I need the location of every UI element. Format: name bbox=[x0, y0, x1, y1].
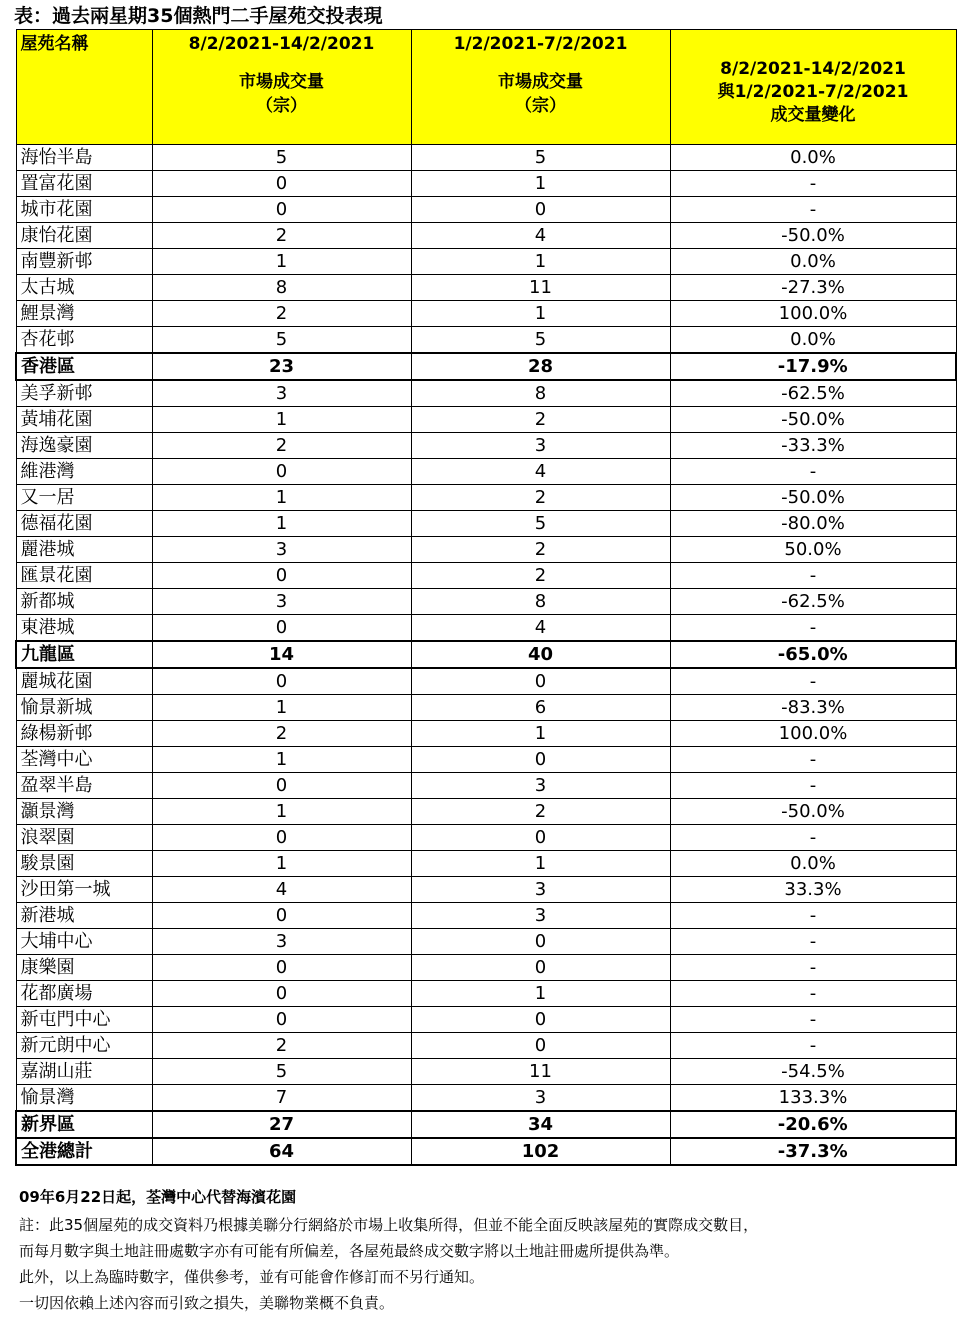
period-1-volume-cell: 5 bbox=[152, 327, 411, 354]
change-cell: 0.0% bbox=[670, 249, 956, 275]
estate-name-cell: 黃埔花園 bbox=[16, 407, 152, 433]
header-change-line-1: 8/2/2021-14/2/2021 bbox=[720, 58, 906, 79]
period-1-volume-cell: 8 bbox=[152, 275, 411, 301]
period-2-volume-cell: 6 bbox=[411, 695, 670, 721]
table-row bbox=[16, 537, 956, 563]
table-row bbox=[16, 903, 956, 929]
period-2-volume-cell: 3 bbox=[411, 773, 670, 799]
change-cell: 100.0% bbox=[670, 721, 956, 747]
period-1-volume-cell: 0 bbox=[152, 563, 411, 589]
change-cell: -27.3% bbox=[670, 275, 956, 301]
header-estate-name: 屋苑名稱 bbox=[16, 30, 152, 145]
table-row bbox=[16, 275, 956, 301]
estate-name-cell: 全港總計 bbox=[16, 1138, 152, 1165]
change-cell: -62.5% bbox=[670, 589, 956, 615]
table-row bbox=[16, 433, 956, 459]
table-row bbox=[16, 485, 956, 511]
period-1-volume-cell: 0 bbox=[152, 171, 411, 197]
table-row bbox=[16, 1033, 956, 1059]
estate-name-cell: 匯景花園 bbox=[16, 563, 152, 589]
change-cell: -65.0% bbox=[670, 641, 956, 668]
period-2-volume-cell: 1 bbox=[411, 301, 670, 327]
period-1-volume-cell: 4 bbox=[152, 877, 411, 903]
estate-name-cell: 盈翠半島 bbox=[16, 773, 152, 799]
estate-name-cell: 花都廣場 bbox=[16, 981, 152, 1007]
estate-name-cell: 海怡半島 bbox=[16, 145, 152, 171]
period-2-volume-cell: 3 bbox=[411, 433, 670, 459]
estate-name-cell: 南豐新邨 bbox=[16, 249, 152, 275]
change-cell: -80.0% bbox=[670, 511, 956, 537]
change-cell: 100.0% bbox=[670, 301, 956, 327]
period-1-volume-cell: 0 bbox=[152, 825, 411, 851]
period-2-volume-cell: 40 bbox=[411, 641, 670, 668]
table-row bbox=[16, 955, 956, 981]
header-period-2-dates: 1/2/2021-7/2/2021 bbox=[453, 34, 628, 54]
change-cell: -50.0% bbox=[670, 223, 956, 249]
estate-name-cell: 杏花邨 bbox=[16, 327, 152, 354]
table-row bbox=[16, 589, 956, 615]
estate-name-cell: 麗城花園 bbox=[16, 668, 152, 695]
period-2-volume-cell: 1 bbox=[411, 981, 670, 1007]
estate-name-cell: 灝景灣 bbox=[16, 799, 152, 825]
period-1-volume-cell: 2 bbox=[152, 301, 411, 327]
table-row bbox=[16, 929, 956, 955]
change-cell: - bbox=[670, 981, 956, 1007]
estate-name-cell: 東港城 bbox=[16, 615, 152, 642]
district-subtotal-row bbox=[16, 1111, 956, 1138]
estate-name-cell: 新都城 bbox=[16, 589, 152, 615]
estate-name-cell: 愉景灣 bbox=[16, 1085, 152, 1112]
table-title: 表：過去兩星期35個熱門二手屋苑交投表現 bbox=[14, 5, 383, 27]
change-cell: - bbox=[670, 197, 956, 223]
change-cell: 0.0% bbox=[670, 327, 956, 354]
estate-name-cell: 又一居 bbox=[16, 485, 152, 511]
period-2-volume-cell: 8 bbox=[411, 589, 670, 615]
period-1-volume-cell: 0 bbox=[152, 981, 411, 1007]
table-row bbox=[16, 327, 956, 354]
period-1-volume-cell: 1 bbox=[152, 747, 411, 773]
period-2-volume-cell: 0 bbox=[411, 197, 670, 223]
table-row bbox=[16, 877, 956, 903]
period-1-volume-cell: 0 bbox=[152, 955, 411, 981]
period-1-volume-cell: 1 bbox=[152, 407, 411, 433]
change-cell: - bbox=[670, 1033, 956, 1059]
period-2-volume-cell: 0 bbox=[411, 1007, 670, 1033]
estate-name-cell: 麗港城 bbox=[16, 537, 152, 563]
period-2-volume-cell: 4 bbox=[411, 459, 670, 485]
period-1-volume-cell: 2 bbox=[152, 223, 411, 249]
table-row bbox=[16, 511, 956, 537]
period-1-volume-cell: 1 bbox=[152, 851, 411, 877]
period-1-volume-cell: 3 bbox=[152, 929, 411, 955]
period-2-volume-cell: 5 bbox=[411, 511, 670, 537]
header-period-2-unit: （宗） bbox=[515, 96, 566, 116]
period-2-volume-cell: 0 bbox=[411, 747, 670, 773]
change-cell: -62.5% bbox=[670, 380, 956, 407]
period-1-volume-cell: 2 bbox=[152, 1033, 411, 1059]
header-period-1-dates: 8/2/2021-14/2/2021 bbox=[188, 34, 375, 54]
footnote-line: 此外，以上為臨時數字，僅供參考，並有可能會作修訂而不另行通知。 bbox=[19, 1268, 485, 1286]
period-2-volume-cell: 2 bbox=[411, 407, 670, 433]
footnote-line: 一切因依賴上述內容而引致之損失，美聯物業概不負責。 bbox=[19, 1294, 395, 1312]
change-cell: - bbox=[670, 615, 956, 642]
period-1-volume-cell: 23 bbox=[152, 353, 411, 380]
period-1-volume-cell: 0 bbox=[152, 773, 411, 799]
estate-name-cell: 浪翠園 bbox=[16, 825, 152, 851]
header-period-1-unit: （宗） bbox=[256, 96, 307, 116]
table-row bbox=[16, 1059, 956, 1085]
header-period-1-label: 市場成交量 bbox=[239, 72, 324, 92]
table-row bbox=[16, 747, 956, 773]
table-row bbox=[16, 249, 956, 275]
period-2-volume-cell: 102 bbox=[411, 1138, 670, 1165]
change-cell: -54.5% bbox=[670, 1059, 956, 1085]
period-1-volume-cell: 1 bbox=[152, 511, 411, 537]
period-2-volume-cell: 34 bbox=[411, 1111, 670, 1138]
estate-name-cell: 新元朗中心 bbox=[16, 1033, 152, 1059]
period-1-volume-cell: 2 bbox=[152, 721, 411, 747]
estate-name-cell: 荃灣中心 bbox=[16, 747, 152, 773]
footnote-headline: 09年6月22日起，荃灣中心代替海濱花園 bbox=[19, 1188, 297, 1206]
change-cell: -37.3% bbox=[670, 1138, 956, 1165]
period-2-volume-cell: 8 bbox=[411, 380, 670, 407]
footnote-line: 註：此35個屋苑的成交資料乃根據美聯分行網絡於市場上收集所得，但並不能全面反映該屋苑的實際成交數目， bbox=[19, 1216, 759, 1234]
estate-name-cell: 新屯門中心 bbox=[16, 1007, 152, 1033]
period-2-volume-cell: 28 bbox=[411, 353, 670, 380]
table-row bbox=[16, 721, 956, 747]
estate-name-cell: 維港灣 bbox=[16, 459, 152, 485]
period-1-volume-cell: 1 bbox=[152, 485, 411, 511]
period-2-volume-cell: 4 bbox=[411, 223, 670, 249]
footnotes bbox=[19, 1184, 954, 1316]
estate-name-cell: 九龍區 bbox=[16, 641, 152, 668]
period-1-volume-cell: 7 bbox=[152, 1085, 411, 1112]
table-row bbox=[16, 825, 956, 851]
change-cell: - bbox=[670, 563, 956, 589]
estate-name-cell: 大埔中心 bbox=[16, 929, 152, 955]
table-row bbox=[16, 223, 956, 249]
estate-name-cell: 新港城 bbox=[16, 903, 152, 929]
change-cell: - bbox=[670, 903, 956, 929]
period-1-volume-cell: 3 bbox=[152, 589, 411, 615]
change-cell: -50.0% bbox=[670, 799, 956, 825]
table-row bbox=[16, 668, 956, 695]
table-row bbox=[16, 407, 956, 433]
change-cell: 0.0% bbox=[670, 145, 956, 171]
change-cell: -50.0% bbox=[670, 407, 956, 433]
estate-name-cell: 美孚新邨 bbox=[16, 380, 152, 407]
period-2-volume-cell: 1 bbox=[411, 721, 670, 747]
period-2-volume-cell: 0 bbox=[411, 1033, 670, 1059]
period-1-volume-cell: 0 bbox=[152, 903, 411, 929]
table-body bbox=[16, 145, 956, 1166]
table-row bbox=[16, 563, 956, 589]
header-change bbox=[670, 30, 956, 145]
period-2-volume-cell: 3 bbox=[411, 877, 670, 903]
header-period-1 bbox=[152, 30, 411, 145]
table-row bbox=[16, 615, 956, 642]
period-2-volume-cell: 4 bbox=[411, 615, 670, 642]
estate-name-cell: 駿景園 bbox=[16, 851, 152, 877]
estate-name-cell: 愉景新城 bbox=[16, 695, 152, 721]
period-1-volume-cell: 5 bbox=[152, 1059, 411, 1085]
estate-name-cell: 沙田第一城 bbox=[16, 877, 152, 903]
change-cell: -83.3% bbox=[670, 695, 956, 721]
change-cell: - bbox=[670, 773, 956, 799]
change-cell: 33.3% bbox=[670, 877, 956, 903]
table-row bbox=[16, 171, 956, 197]
estate-name-cell: 鯉景灣 bbox=[16, 301, 152, 327]
table-row bbox=[16, 851, 956, 877]
period-2-volume-cell: 3 bbox=[411, 1085, 670, 1112]
footnote-line: 而每月數字與土地註冊處數字亦有可能有所偏差，各屋苑最終成交數字將以土地註冊處所提供為準。 bbox=[19, 1242, 680, 1260]
table-row bbox=[16, 145, 956, 171]
header-period-2-label: 市場成交量 bbox=[498, 72, 583, 92]
table-row bbox=[16, 197, 956, 223]
period-1-volume-cell: 64 bbox=[152, 1138, 411, 1165]
table-row bbox=[16, 695, 956, 721]
district-subtotal-row bbox=[16, 353, 956, 380]
table-row bbox=[16, 459, 956, 485]
change-cell: - bbox=[670, 668, 956, 695]
period-2-volume-cell: 1 bbox=[411, 249, 670, 275]
table-row bbox=[16, 1007, 956, 1033]
period-1-volume-cell: 0 bbox=[152, 197, 411, 223]
period-1-volume-cell: 1 bbox=[152, 249, 411, 275]
grand-total-row bbox=[16, 1138, 956, 1165]
estate-name-cell: 海逸豪園 bbox=[16, 433, 152, 459]
estate-name-cell: 城市花園 bbox=[16, 197, 152, 223]
estate-name-cell: 綠楊新邨 bbox=[16, 721, 152, 747]
table-row bbox=[16, 301, 956, 327]
change-cell: 0.0% bbox=[670, 851, 956, 877]
period-2-volume-cell: 11 bbox=[411, 275, 670, 301]
header-change-line-3: 成交量變化 bbox=[770, 104, 856, 125]
change-cell: -33.3% bbox=[670, 433, 956, 459]
period-2-volume-cell: 0 bbox=[411, 825, 670, 851]
estate-name-cell: 康樂園 bbox=[16, 955, 152, 981]
period-1-volume-cell: 0 bbox=[152, 668, 411, 695]
period-2-volume-cell: 5 bbox=[411, 327, 670, 354]
table-row bbox=[16, 799, 956, 825]
period-1-volume-cell: 3 bbox=[152, 537, 411, 563]
period-2-volume-cell: 1 bbox=[411, 171, 670, 197]
estate-name-cell: 嘉湖山莊 bbox=[16, 1059, 152, 1085]
period-2-volume-cell: 2 bbox=[411, 563, 670, 589]
change-cell: -20.6% bbox=[670, 1111, 956, 1138]
estate-name-cell: 德福花園 bbox=[16, 511, 152, 537]
change-cell: - bbox=[670, 459, 956, 485]
period-2-volume-cell: 0 bbox=[411, 929, 670, 955]
period-2-volume-cell: 2 bbox=[411, 485, 670, 511]
estate-name-cell: 康怡花園 bbox=[16, 223, 152, 249]
period-2-volume-cell: 2 bbox=[411, 799, 670, 825]
estate-name-cell: 置富花園 bbox=[16, 171, 152, 197]
period-2-volume-cell: 2 bbox=[411, 537, 670, 563]
period-1-volume-cell: 14 bbox=[152, 641, 411, 668]
change-cell: 133.3% bbox=[670, 1085, 956, 1112]
period-2-volume-cell: 0 bbox=[411, 955, 670, 981]
change-cell: - bbox=[670, 747, 956, 773]
period-2-volume-cell: 1 bbox=[411, 851, 670, 877]
period-1-volume-cell: 27 bbox=[152, 1111, 411, 1138]
table-row bbox=[16, 981, 956, 1007]
period-2-volume-cell: 3 bbox=[411, 903, 670, 929]
change-cell: -17.9% bbox=[670, 353, 956, 380]
header-period-2 bbox=[411, 30, 670, 145]
table-row bbox=[16, 380, 956, 407]
table-row bbox=[16, 773, 956, 799]
header-change-line-2: 與1/2/2021-7/2/2021 bbox=[717, 81, 909, 102]
change-cell: - bbox=[670, 1007, 956, 1033]
header-row bbox=[16, 30, 956, 145]
estate-name-cell: 新界區 bbox=[16, 1111, 152, 1138]
period-1-volume-cell: 5 bbox=[152, 145, 411, 171]
change-cell: - bbox=[670, 825, 956, 851]
estate-name-cell: 太古城 bbox=[16, 275, 152, 301]
period-1-volume-cell: 0 bbox=[152, 1007, 411, 1033]
period-1-volume-cell: 1 bbox=[152, 695, 411, 721]
transaction-table bbox=[15, 29, 957, 1166]
estate-name-cell: 香港區 bbox=[16, 353, 152, 380]
change-cell: - bbox=[670, 955, 956, 981]
change-cell: 50.0% bbox=[670, 537, 956, 563]
period-1-volume-cell: 1 bbox=[152, 799, 411, 825]
period-2-volume-cell: 0 bbox=[411, 668, 670, 695]
period-1-volume-cell: 0 bbox=[152, 615, 411, 642]
period-2-volume-cell: 5 bbox=[411, 145, 670, 171]
change-cell: - bbox=[670, 929, 956, 955]
period-1-volume-cell: 3 bbox=[152, 380, 411, 407]
change-cell: - bbox=[670, 171, 956, 197]
change-cell: -50.0% bbox=[670, 485, 956, 511]
district-subtotal-row bbox=[16, 641, 956, 668]
period-1-volume-cell: 2 bbox=[152, 433, 411, 459]
table-row bbox=[16, 1085, 956, 1112]
period-2-volume-cell: 11 bbox=[411, 1059, 670, 1085]
period-1-volume-cell: 0 bbox=[152, 459, 411, 485]
